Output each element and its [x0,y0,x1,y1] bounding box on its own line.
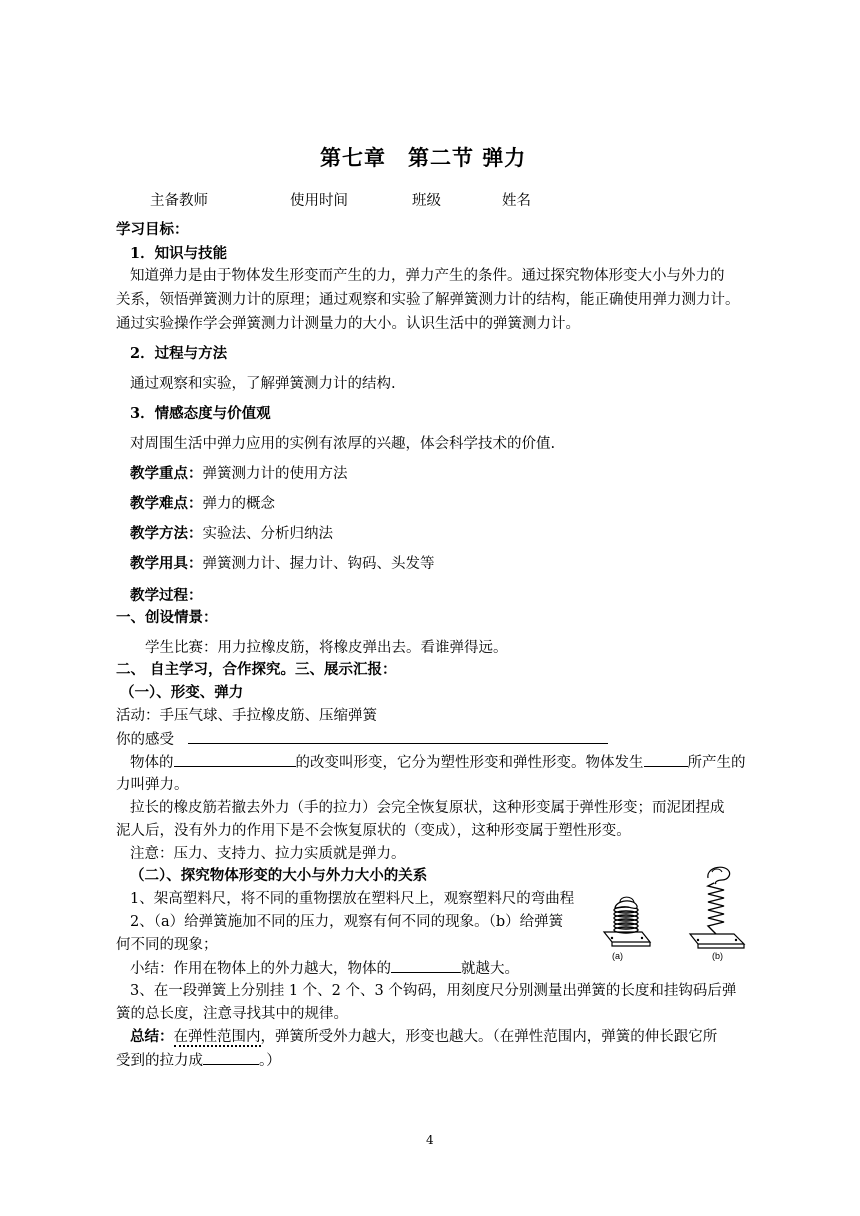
teaching-method [130,524,333,544]
goal1-line3: 通过实验操作学会弹簧测力计测量力的大小。认识生活中的弹簧测力计。 [116,316,580,332]
definition-part-a: 物体的 [130,755,174,771]
header-time: 使用时间 [290,193,348,209]
goal1-line1: 知道弹力是由于物体发生形变而产生的力，弹力产生的条件。通过探究物体形变大小与外力的 [130,268,725,284]
feeling-line [116,729,608,750]
experiment-2-line1: 2、（a）给弹簧施加不同的压力，观察有何不同的现象。（b）给弹簧 [130,914,564,930]
experiment-3-part-b: 寻找其中的规律。 [232,1006,348,1022]
conclusion-part-b: 。） [259,1053,281,1069]
tools-label: 教学用具： [130,555,203,572]
goal3-title: 3．情感态度与价值观 [130,405,271,422]
spring-illustration [598,862,758,962]
goal2-title: 2．过程与方法 [130,345,228,362]
conclusion-part-a: 受到的拉力成 [116,1053,203,1069]
goal1-title: 1．知识与技能 [130,245,228,262]
feeling-blank [188,729,608,744]
conclusion-rest: ，弹簧所受外力越大，形变也越大。（在弹性范围内，弹簧的伸长跟它所 [260,1029,718,1045]
note-line: 注意：压力、支持力、拉力实质就是弹力。 [130,846,406,862]
process-heading: 教学过程： [130,587,203,604]
figure-b-label: (b) [712,951,723,961]
summary-part-a: 小结：作用在物体上的外力越大，物体的 [130,961,391,977]
method-label: 教学方法： [130,525,203,542]
teaching-focus [130,464,348,484]
conclusion-line1 [130,1027,717,1047]
header-name: 姓名 [502,193,531,209]
summary-blank [391,958,461,973]
definition-line2: 力叫弹力。 [116,777,189,793]
focus-value: 弹簧测力计的使用方法 [202,466,348,482]
header-class: 班级 [412,193,441,209]
section-1-heading: 一、创设情景： [116,609,218,626]
goal3-line1: 对周围生活中弹力应用的实例有浓厚的兴趣，体会科学技术的价值. [130,436,556,452]
summary-line [130,958,519,979]
page-title: 第七章 第二节 弹力 [320,145,527,170]
experiment-3-line2 [116,1004,348,1024]
feeling-label: 你的感受 [116,732,174,748]
section-2-heading: 二、 自主学习，合作探究。三、展示汇报： [116,661,397,678]
teaching-tools [130,554,435,574]
experiment-3-line1: 3、在一段弹簧上分别挂 1 个、2 个、3 个钩码，用刻度尺分别测量出弹簧的长度和挂钩码后弹 [130,983,737,999]
conclusion-label: 总结： [130,1028,174,1045]
conclusion-emphasis: 在弹性范围内 [173,1029,261,1045]
tools-value: 弹簧测力计、握力计、钩码、头发等 [202,556,435,572]
definition-part-c: 所产生的 [687,755,746,771]
section-1-text: 学生比赛：用力拉橡皮筋，将橡皮弹出去。看谁弹得远。 [145,640,508,656]
activity-line: 活动：手压气球、手拉橡皮筋、压缩弹簧 [116,708,377,724]
figure-a-label: (a) [612,951,623,961]
paragraph-1-line1: 拉长的橡皮筋若撤去外力（手的拉力）会完全恢复原状，这种形变属于弹性形变；而泥团捏成 [130,800,725,816]
focus-label: 教学重点： [130,465,203,482]
difficulty-label: 教学难点： [130,495,203,512]
definition-blank-1 [174,752,296,767]
goal1-line2: 关系，领悟弹簧测力计的原理；通过观察和实验了解弹簧测力计的结构，能正确使用弹力测力计。 [116,292,740,308]
subsection-2-heading: （二）、探究物体形变的大小与外力大小的关系 [130,867,428,884]
experiment-3-part-a: 簧的总长度，注意 [116,1006,232,1022]
subsection-1-heading: （一）、形变、弹力 [120,684,244,701]
definition-blank-2 [644,752,688,767]
conclusion-blank [203,1050,259,1065]
goals-heading: 学习目标： [116,221,189,238]
definition-line1 [130,752,746,773]
conclusion-line2 [116,1050,281,1071]
header-teacher: 主备教师 [150,193,208,209]
summary-part-b: 就越大。 [461,961,519,977]
goal2-line1: 通过观察和实验，了解弹簧测力计的结构. [130,376,396,392]
experiment-2-line2: 何不同的现象； [116,937,218,953]
method-value: 实验法、分析归纳法 [202,526,333,542]
spring-figure [598,862,758,962]
difficulty-value: 弹力的概念 [202,496,275,512]
paragraph-1-line2: 泥人后，没有外力的作用下是不会恢复原状的（变成），这种形变属于塑性形变。 [116,823,631,839]
page-number: 4 [426,1133,434,1147]
experiment-1-line: 1、架高塑料尺，将不同的重物摆放在塑料尺上，观察塑料尺的弯曲程 [130,891,575,907]
definition-part-b: 的改变叫形变，它分为塑性形变和弹性形变。物体发生 [295,755,644,771]
teaching-difficulty [130,494,275,514]
